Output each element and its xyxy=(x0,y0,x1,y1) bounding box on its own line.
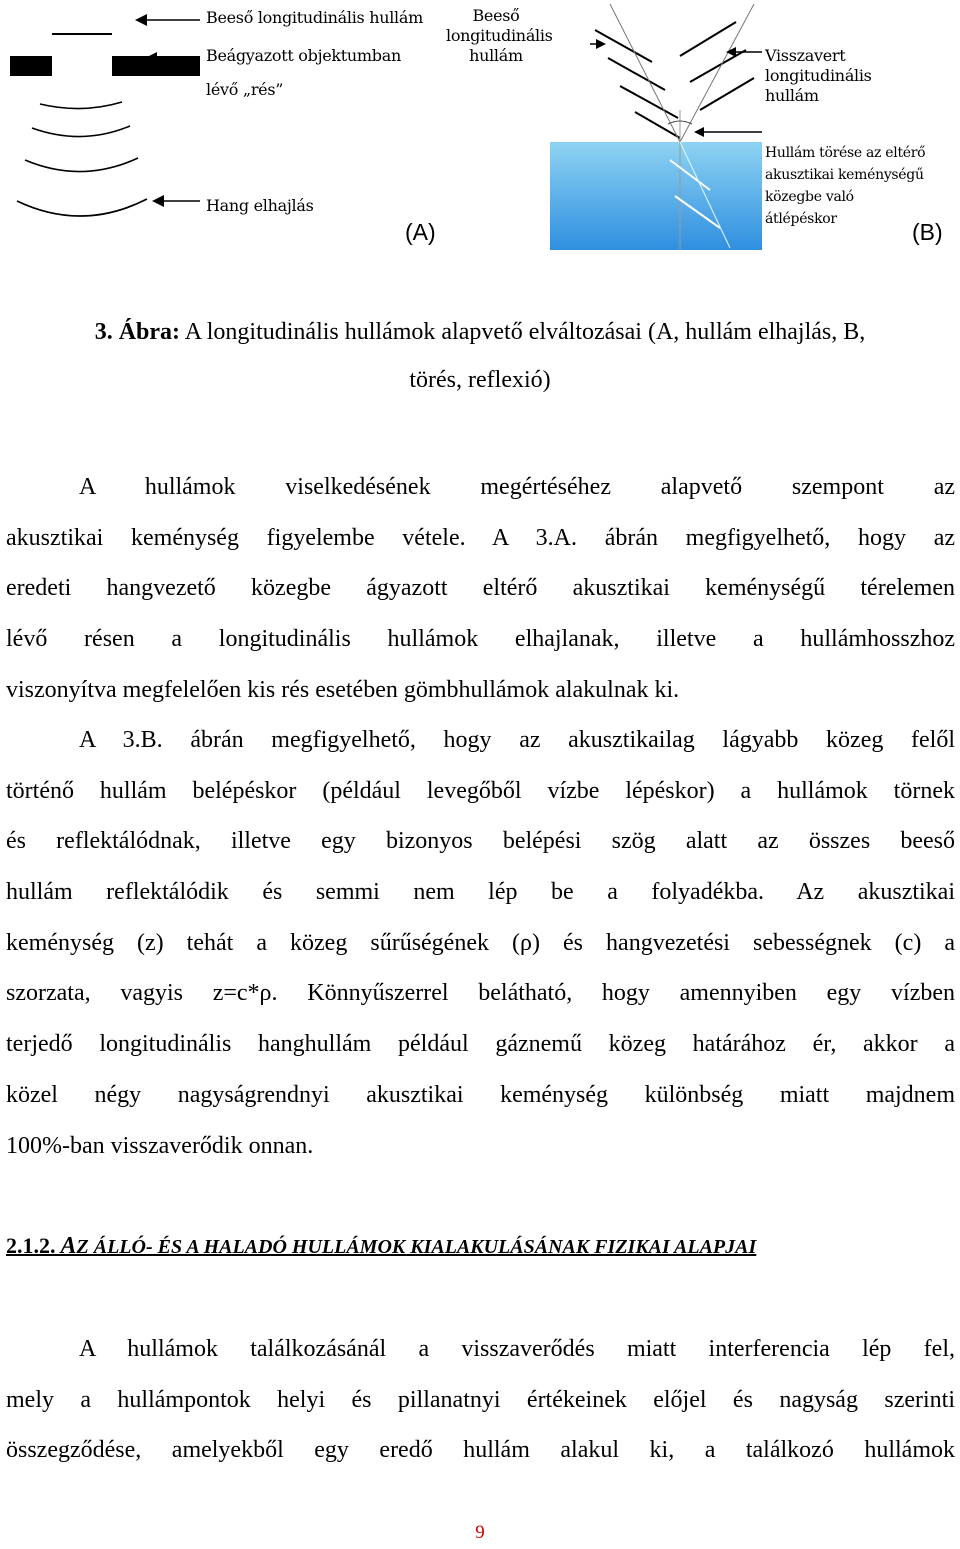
text-line: összegződése, amelyekből egy eredő hullám alakul ki, a találkozó hullámok xyxy=(6,1437,955,1464)
label-slit: lévő „rés” xyxy=(206,80,284,99)
label-incident-wave-b xyxy=(446,6,553,66)
label-line: Hullám törése az eltérő xyxy=(765,145,926,161)
figure-caption xyxy=(0,308,960,404)
label-reflected-wave xyxy=(765,46,872,106)
caption-prefix: 3. Ábra: xyxy=(94,319,181,345)
figure-a xyxy=(0,0,470,260)
text-line: keménység (z) tehát a közeg sűrűségének (ρ) és hangvezetési sebességnek (c) a xyxy=(6,929,955,956)
page-number: 9 xyxy=(475,1522,485,1543)
text-line: akusztikai keménység figyelembe vétele. A 3.A. ábrán megfigyelhető, hogy az xyxy=(6,524,955,551)
label-diffraction: Hang elhajlás xyxy=(206,196,314,215)
label-line: hullám xyxy=(469,46,523,65)
figure-b xyxy=(440,0,960,260)
text-line: terjedő longitudinális hanghullám például gáznemű közeg határához ér, akkor a xyxy=(6,1031,955,1058)
incident-wavefront xyxy=(620,86,678,118)
diffraction-wavefront xyxy=(40,102,122,109)
label-line: közegbe való xyxy=(765,189,854,205)
section-title-lead: A xyxy=(60,1233,77,1259)
caption-line-2: törés, reflexió) xyxy=(409,367,551,393)
diffraction-wavefront xyxy=(25,158,138,172)
text-line: mely a hullámpontok helyi és pillanatnyi értékeinek előjel és nagyság szerinti xyxy=(6,1386,955,1413)
text-line: A hullámok viselkedésének megértéséhez alapvető szempont az xyxy=(79,474,955,500)
caption-line-1 xyxy=(0,308,960,356)
text-line: A hullámok találkozásánál a visszaverődés miatt interferencia lép fel, xyxy=(79,1336,955,1362)
figure-a-drawing xyxy=(0,0,200,245)
incident-wavefront xyxy=(595,30,652,62)
text-line: eredeti hangvezető közegbe ágyazott eltérő akusztikai keménységű térelemen xyxy=(6,575,955,602)
reflected-wavefront xyxy=(690,50,746,82)
text-line: és reflektálódnak, illetve egy bizonyos belépési szög alatt az összes beeső xyxy=(6,828,955,855)
paragraph-3 xyxy=(6,1324,955,1476)
paragraph-1 xyxy=(6,462,955,715)
incident-wavefront xyxy=(608,58,665,90)
text-line: 100%-ban visszaverődik onnan. xyxy=(6,1132,314,1159)
label-line: akusztikai keménységű xyxy=(765,167,924,183)
panel-label-b: (B) xyxy=(912,219,943,245)
paragraph-2 xyxy=(6,715,955,1171)
reflected-wavefront xyxy=(700,78,754,110)
reflected-wavefront xyxy=(680,22,736,56)
text-line: hullám reflektálódik és semmi nem lép be a folyadékba. Az akusztikai xyxy=(6,879,955,906)
diffraction-wavefront xyxy=(17,199,147,216)
section-title: Z ÁLLÓ- ÉS A HALADÓ HULLÁMOK KIALAKULÁSÁNAK FIZIKAI ALAPJAI xyxy=(76,1236,757,1258)
incident-ray xyxy=(610,4,680,142)
section-heading xyxy=(6,1233,756,1260)
object-left-block xyxy=(10,56,52,76)
label-line: hullám xyxy=(765,86,819,105)
label-embedded-object: Beágyazott objektumban xyxy=(206,46,401,65)
text-line: A 3.B. ábrán megfigyelhető, hogy az akusztikailag lágyabb közeg felől xyxy=(79,727,955,753)
text-line: szorzata, vagyis z=c*ρ. Könnyűszerrel belátható, hogy amennyiben egy vízben xyxy=(6,980,955,1007)
label-line: Visszavert xyxy=(765,46,846,65)
label-line: átlépéskor xyxy=(765,211,837,227)
caption-text: A longitudinális hullámok alapvető elváltozásai (A, hullám elhajlás, B, xyxy=(184,319,866,345)
reflected-ray xyxy=(680,4,754,142)
text-line: közel négy nagyságrendnyi akusztikai keménység különbség miatt majdnem xyxy=(6,1081,955,1108)
section-number: 2.1.2. xyxy=(6,1233,56,1258)
label-incident-wave: Beeső longitudinális hullám xyxy=(206,8,423,27)
label-refraction xyxy=(765,142,925,230)
text-line: történő hullám belépéskor (például levegőből vízbe lépéskor) a hullámok törnek xyxy=(6,777,955,804)
text-line: viszonyítva megfelelően kis rés esetében gömbhullámok alakulnak ki. xyxy=(6,676,680,703)
label-line: longitudinális xyxy=(765,66,872,85)
denser-medium xyxy=(550,142,762,250)
label-line: longitudinális xyxy=(446,26,553,45)
panel-label-a: (A) xyxy=(405,219,436,245)
diffraction-wavefront xyxy=(32,126,130,137)
label-line: Beeső xyxy=(472,6,520,25)
text-line: lévő résen a longitudinális hullámok elhajlanak, illetve a hullámhosszhoz xyxy=(6,626,955,653)
